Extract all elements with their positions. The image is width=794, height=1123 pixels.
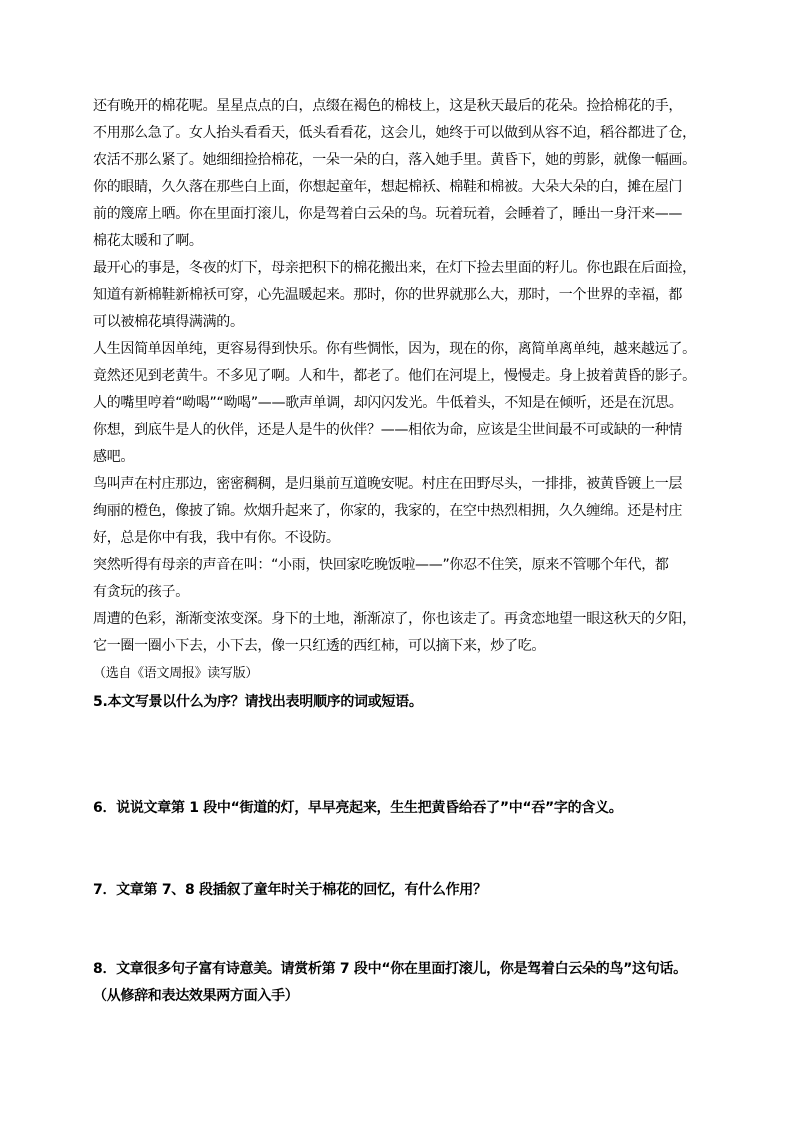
passage bbox=[93, 93, 713, 687]
passage-line: 人的嘴里哼着“呦喝”“呦喝”——歌声单调，却闪闪发光。牛低着头，不知是在倾听，还是在沉思。 bbox=[93, 395, 683, 411]
question-5: 5.本文写景以什么为序？请找出表明顺序的词或短语。 bbox=[93, 694, 423, 710]
passage-line: 知道有新棉鞋新棉袄可穿，心先温暖起来。那时，你的世界就那么大，那时，一个世界的幸福，都 bbox=[93, 287, 683, 303]
question-8: 8．文章很多句子富有诗意美。请赏析第 7 段中“你在里面打滚儿，你是驾着白云朵的鸟”这句话。 bbox=[93, 961, 687, 977]
passage-line: 你的眼睛，久久落在那些白上面，你想起童年，想起棉袄、棉鞋和棉被。大朵大朵的白，摊在屋门 bbox=[93, 179, 683, 195]
passage-line: 竟然还见到老黄牛。不多见了啊。人和牛，都老了。他们在河堤上，慢慢走。身上披着黄昏的影子。 bbox=[93, 368, 696, 384]
passage-line: 它一圈一圈小下去，小下去，像一只红透的西红柿，可以摘下来，炒了吃。 bbox=[93, 638, 546, 654]
question-6: 6．说说文章第 1 段中“街道的灯，早早亮起来，生生把黄昏给吞了”中“吞”字的含义。 bbox=[93, 800, 623, 816]
passage-line: 突然听得有母亲的声音在叫：“小雨，快回家吃晚饭啦——”你忍不住笑，原来不管哪个年代，都 bbox=[93, 557, 669, 573]
passage-line: 好，总是你中有我，我中有你。不设防。 bbox=[93, 530, 340, 546]
passage-line: 前的篾席上晒。你在里面打滚儿，你是驾着白云朵的鸟。玩着玩着，会睡着了，睡出一身汗来—— bbox=[93, 206, 683, 222]
question-7: 7．文章第 7、8 段插叙了童年时关于棉花的回忆，有什么作用？ bbox=[93, 882, 487, 898]
passage-line: 绚丽的橙色，像披了锦。炊烟升起来了，你家的，我家的，在空中热烈相拥，久久缠绵。还是村庄 bbox=[93, 503, 683, 519]
question-8-hint: （从修辞和表达效果两方面入手） bbox=[93, 988, 299, 1004]
passage-line: 鸟叫声在村庄那边，密密稠稠，是归巢前互道晚安呢。村庄在田野尽头，一排排，被黄昏镀上一层 bbox=[93, 476, 683, 492]
passage-line: 棉花太暖和了啊。 bbox=[93, 233, 203, 249]
passage-line: 还有晚开的棉花呢。星星点点的白，点缀在褐色的棉枝上，这是秋天最后的花朵。捡拾棉花的手， bbox=[93, 98, 683, 114]
passage-line: 感吧。 bbox=[93, 449, 135, 465]
passage-line: 最开心的事是，冬夜的灯下，母亲把积下的棉花搬出来，在灯下捡去里面的籽儿。你也跟在后面捡， bbox=[93, 260, 696, 276]
passage-line: 不用那么急了。女人抬头看看天，低头看看花，这会儿，她终于可以做到从容不迫，稻谷都进了仓， bbox=[93, 125, 696, 141]
passage-line: 周遭的色彩，渐渐变浓变深。身下的土地，渐渐凉了，你也该走了。再贪恋地望一眼这秋天的夕阳， bbox=[93, 611, 696, 627]
passage-line: 人生因简单因单纯，更容易得到快乐。你有些惆怅，因为，现在的你，离简单离单纯，越来越远了。 bbox=[93, 341, 696, 357]
passage-line: 可以被棉花填得满满的。 bbox=[93, 314, 244, 330]
passage-line: 你想，到底牛是人的伙伴，还是人是牛的伙伴？——相依为命，应该是尘世间最不可或缺的一种情 bbox=[93, 422, 683, 438]
passage-source: （选自《语文周报》读写版） bbox=[93, 666, 259, 681]
passage-line: 有贪玩的孩子。 bbox=[93, 584, 189, 600]
passage-line: 农活不那么紧了。她细细捡拾棉花，一朵一朵的白，落入她手里。黄昏下，她的剪影，就像一幅画。 bbox=[93, 152, 696, 168]
